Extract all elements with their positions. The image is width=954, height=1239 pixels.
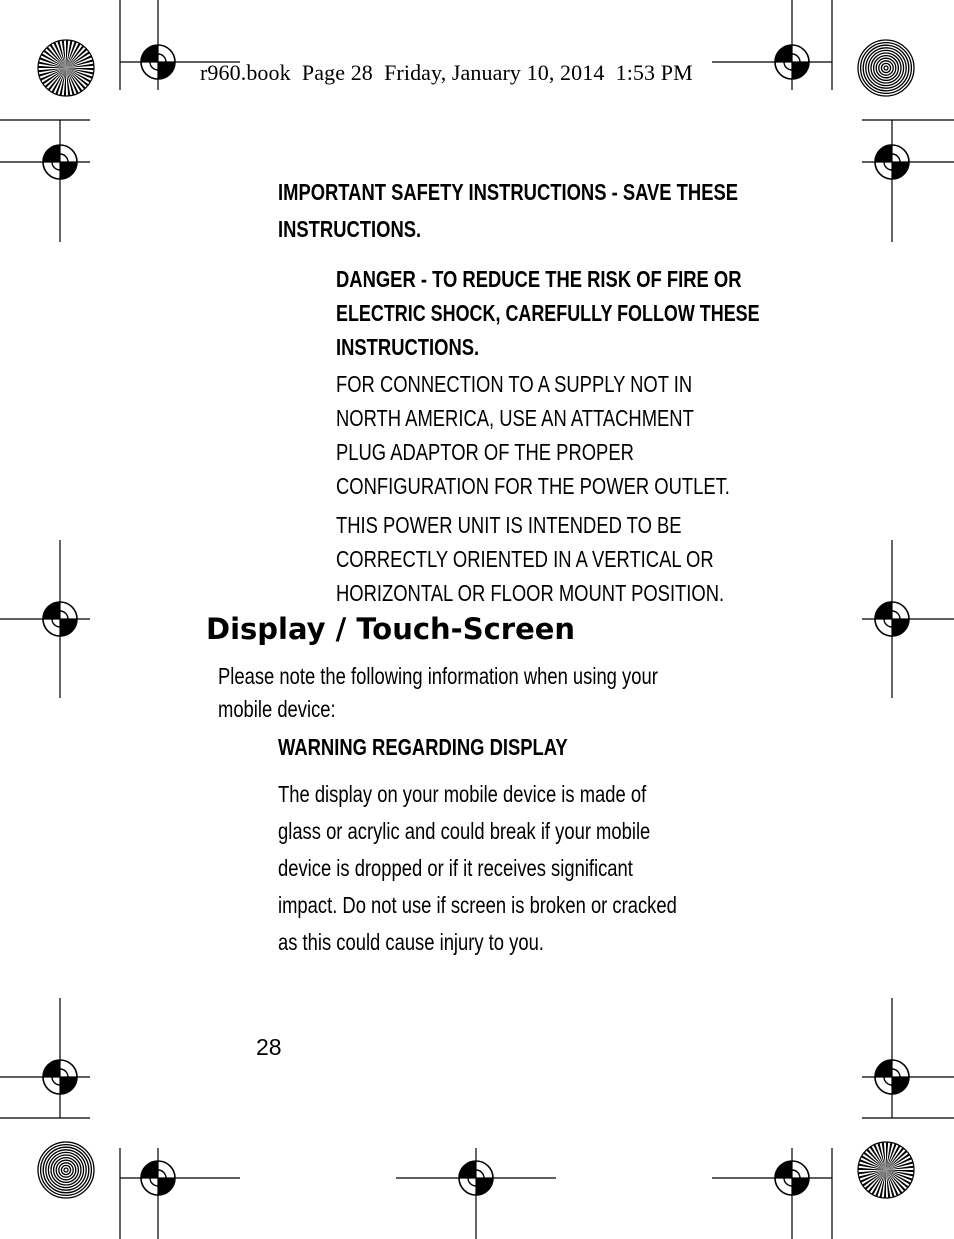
connection-paragraph xyxy=(336,367,828,503)
warning-line: as this could cause injury to you. xyxy=(278,929,544,955)
safety-title-line: INSTRUCTIONS. xyxy=(278,216,422,242)
danger-line: ELECTRIC SHOCK, CAREFULLY FOLLOW THESE xyxy=(336,300,760,326)
warning-title-line: WARNING REGARDING DISPLAY xyxy=(278,734,568,760)
connection-line: PLUG ADAPTOR OF THE PROPER xyxy=(336,439,634,465)
concentric-mark xyxy=(858,40,914,96)
intro-line: Please note the following information when using your xyxy=(218,663,658,689)
connection-line: CONFIGURATION FOR THE POWER OUTLET. xyxy=(336,473,730,499)
warning-line: The display on your mobile device is made of xyxy=(278,781,647,807)
orientation-line: CORRECTLY ORIENTED IN A VERTICAL OR xyxy=(336,546,714,572)
danger-paragraph xyxy=(336,262,879,364)
connection-line: FOR CONNECTION TO A SUPPLY NOT IN xyxy=(336,371,693,397)
warning-line: device is dropped or if it receives significant xyxy=(278,855,633,881)
starburst-mark xyxy=(38,40,94,96)
connection-line: NORTH AMERICA, USE AN ATTACHMENT xyxy=(336,405,694,431)
warning-line: glass or acrylic and could break if your mobile xyxy=(278,818,651,844)
safety-title xyxy=(278,174,853,248)
book-slug-line: r960.book Page 28 Friday, January 10, 2014 1:53 PM xyxy=(200,60,693,85)
page-number: 28 xyxy=(256,1034,282,1060)
intro-paragraph xyxy=(218,660,768,726)
section-heading: Display / Touch-Screen xyxy=(206,612,576,646)
concentric-mark xyxy=(38,1142,94,1198)
danger-line: INSTRUCTIONS. xyxy=(336,334,480,360)
intro-line: mobile device: xyxy=(218,696,336,722)
warning-body xyxy=(278,776,777,961)
danger-line: DANGER - TO REDUCE THE RISK OF FIRE OR xyxy=(336,266,742,292)
warning-title xyxy=(278,731,640,763)
orientation-line: THIS POWER UNIT IS INTENDED TO BE xyxy=(336,512,682,538)
warning-line: impact. Do not use if screen is broken or cracked xyxy=(278,892,677,918)
orientation-line: HORIZONTAL OR FLOOR MOUNT POSITION. xyxy=(336,580,725,606)
starburst-mark xyxy=(858,1142,914,1198)
safety-title-line: IMPORTANT SAFETY INSTRUCTIONS - SAVE THESE xyxy=(278,179,739,205)
orientation-paragraph xyxy=(336,508,821,610)
